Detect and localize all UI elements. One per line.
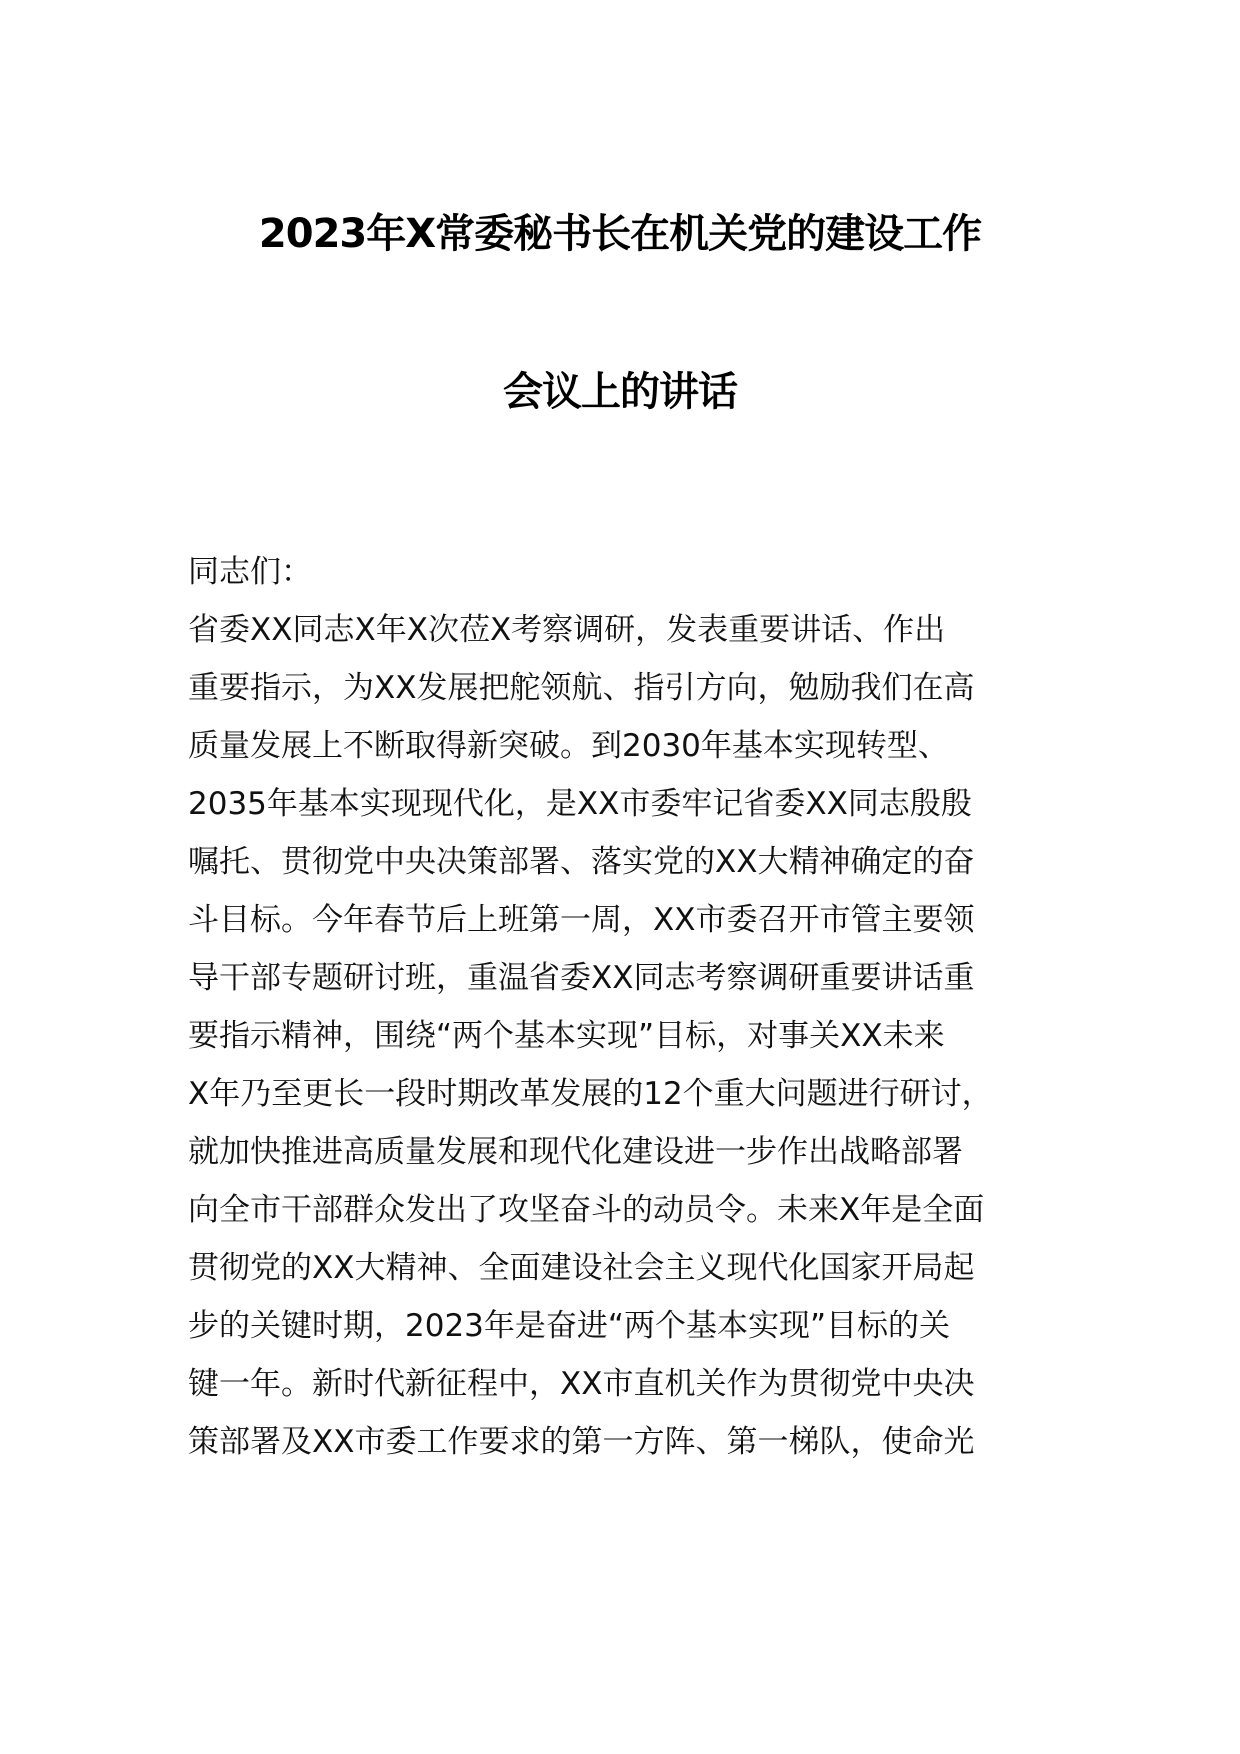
greeting [188,543,1088,601]
paragraph-line: 斗目标。今年春节后上班第一周，XX市委召开市管主要领 [188,902,975,938]
paragraph-line: 重要指示，为XX发展把舵领航、指引方向，勉励我们在高 [188,670,975,706]
paragraph-line: 步的关键时期，2023年是奋进“两个基本实现”目标的关 [188,1308,951,1344]
document-title-line-2: 会议上的讲话 [503,369,737,415]
paragraph-line: 策部署及XX市委工作要求的第一方阵、第一梯队，使命光 [188,1424,975,1460]
paragraph-line: X年乃至更长一段时期改革发展的12个重大问题进行研讨， [188,1076,993,1112]
paragraph-line: 就加快推进高质量发展和现代化建设进一步作出战略部署 [188,1134,963,1170]
body-paragraph [188,601,1088,1471]
greeting-text: 同志们： [188,554,312,590]
paragraph-line: 嘱托、贯彻党中央决策部署、落实党的XX大精神确定的奋 [188,844,975,880]
paragraph-line: 导干部专题研讨班，重温省委XX同志考察调研重要讲话重 [188,960,975,996]
paragraph-line: 键一年。新时代新征程中，XX市直机关作为贯彻党中央决 [188,1366,975,1402]
paragraph-line: 2035年基本实现现代化，是XX市委牢记省委XX同志殷殷 [188,786,972,822]
document-title-line-1: 2023年X常委秘书长在机关党的建设工作 [258,211,982,257]
paragraph-line: 要指示精神，围绕“两个基本实现”目标，对事关XX未来 [188,1018,945,1054]
paragraph-line: 贯彻党的XX大精神、全面建设社会主义现代化国家开局起 [188,1250,975,1286]
paragraph-line: 省委XX同志X年X次莅X考察调研，发表重要讲话、作出 [188,612,946,648]
paragraph-line: 质量发展上不断取得新突破。到2030年基本实现转型、 [188,728,949,764]
paragraph-line: 向全市干部群众发出了攻坚奋斗的动员令。未来X年是全面 [188,1192,985,1228]
